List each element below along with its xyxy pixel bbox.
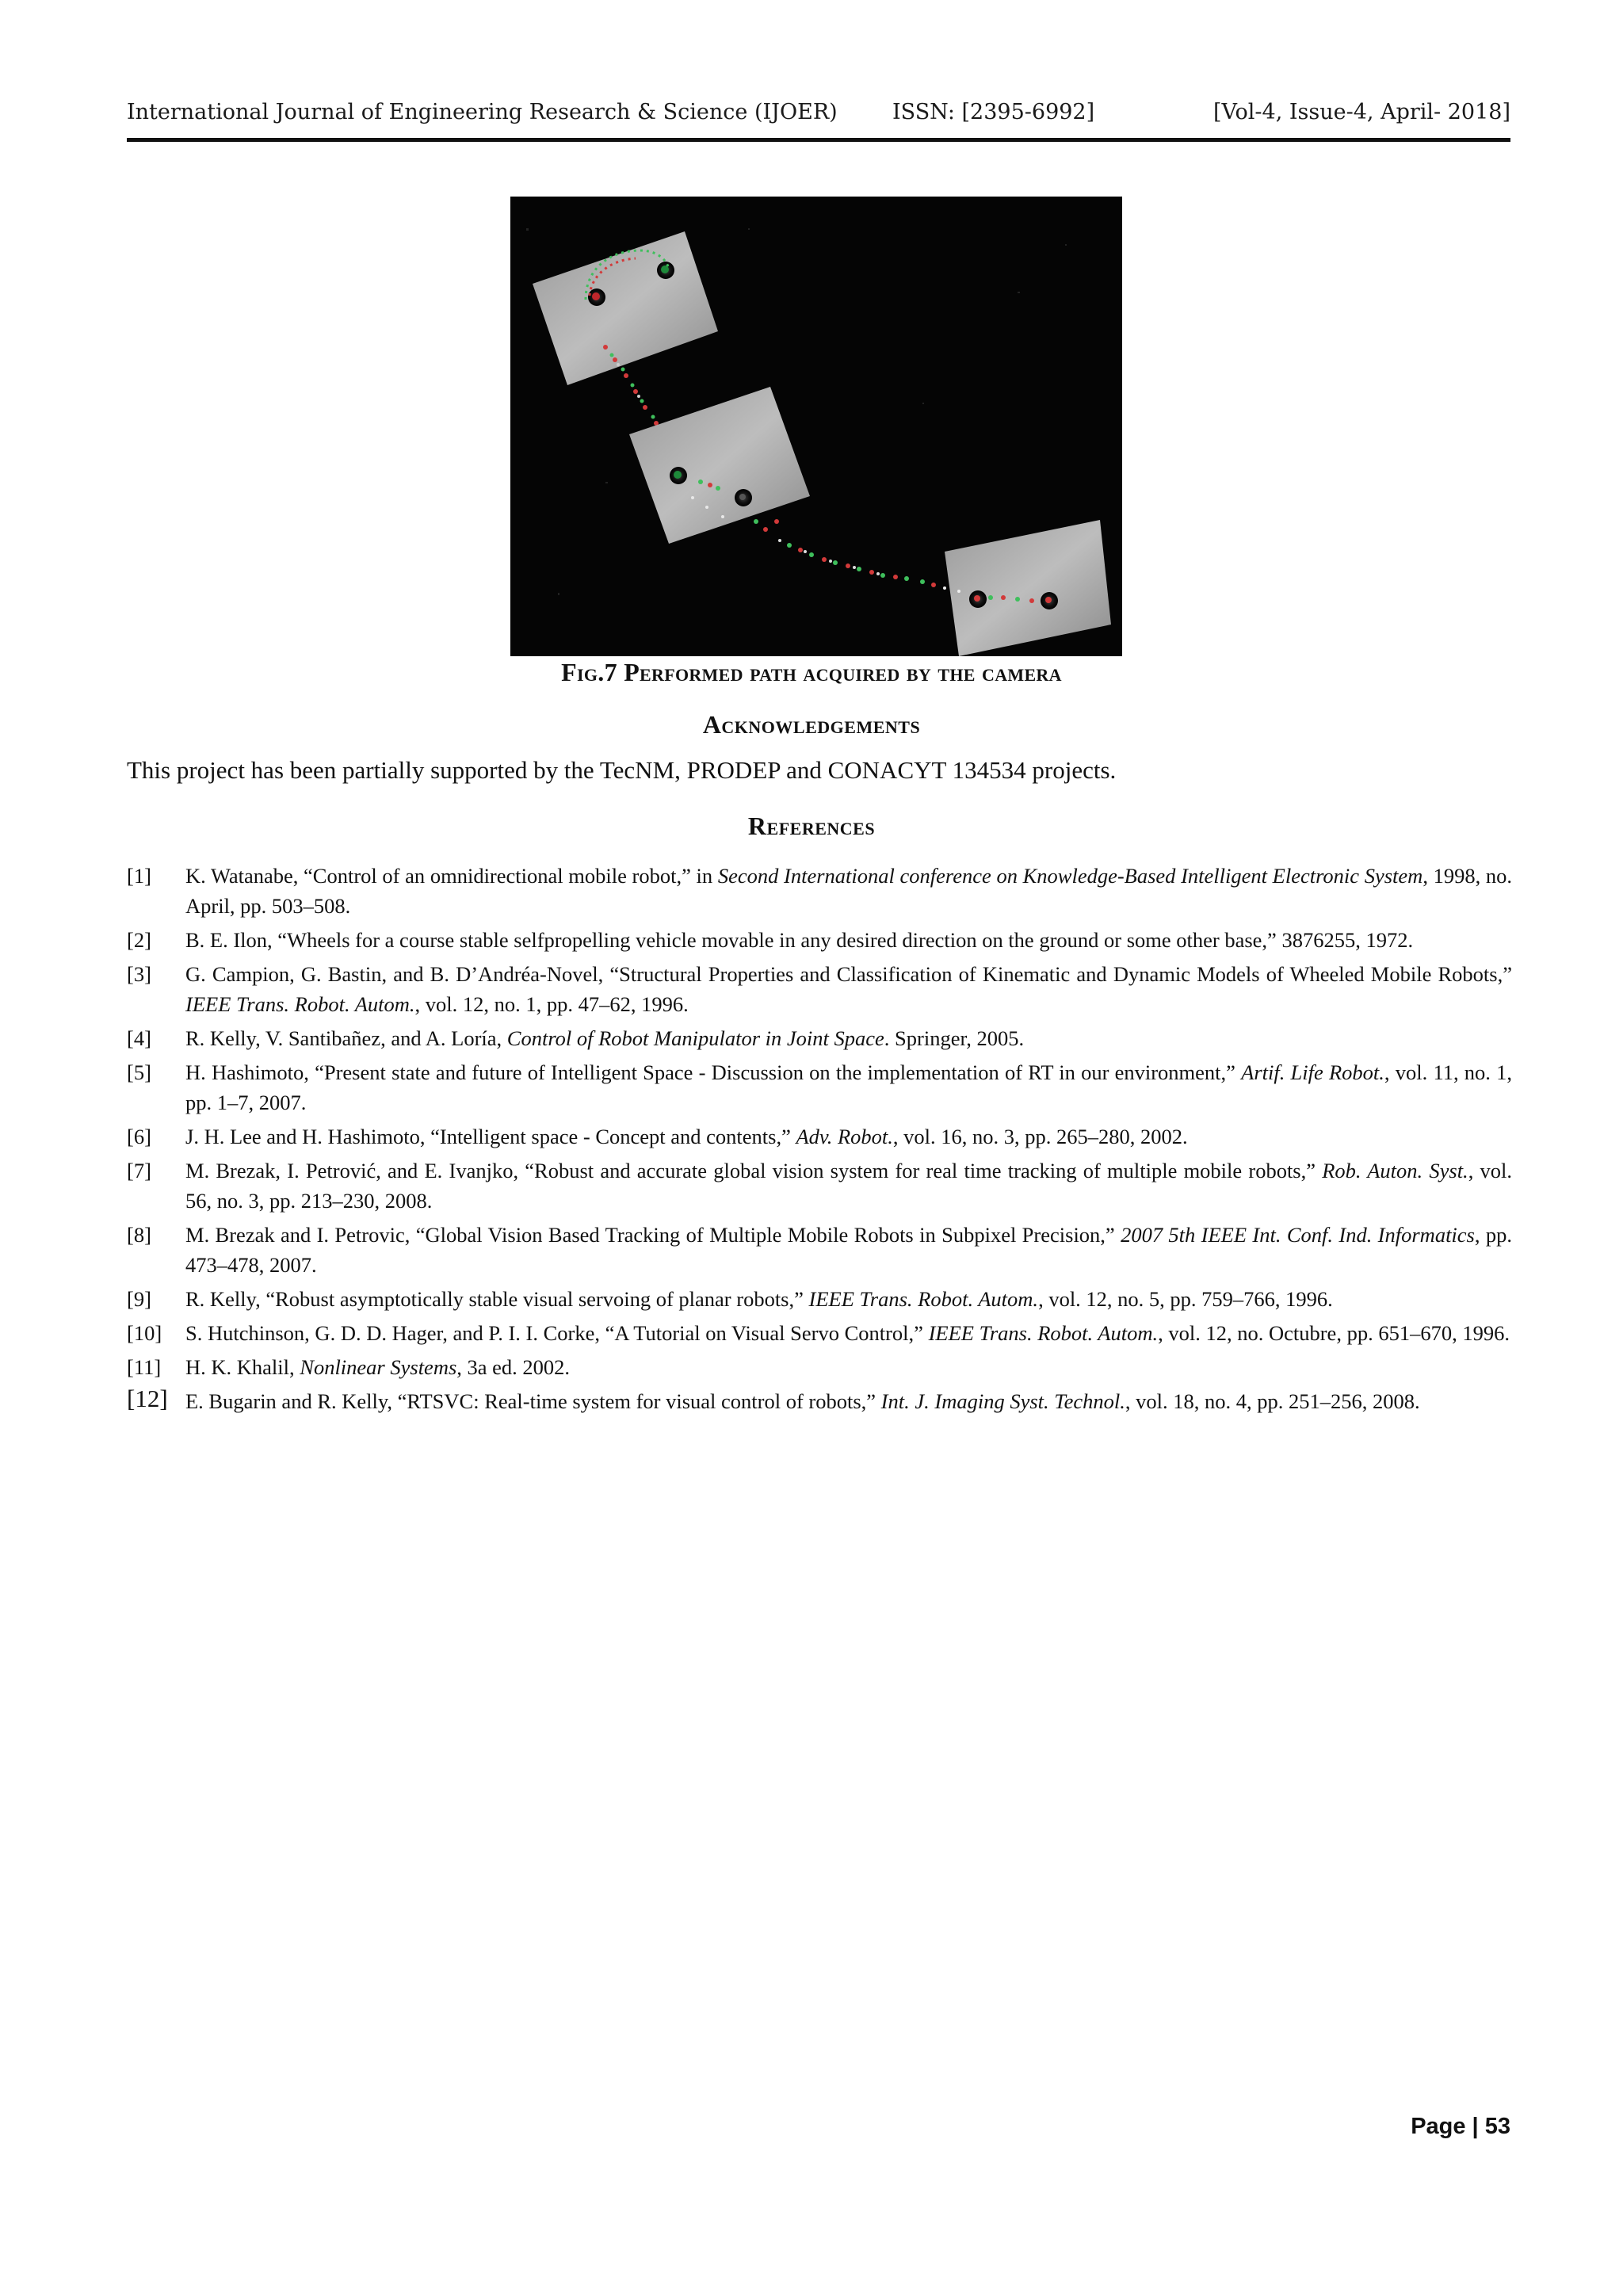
reference-number: [9]	[127, 1287, 151, 1311]
references-list	[127, 861, 1512, 1420]
reference-item	[127, 1156, 1512, 1216]
reference-details: . Springer, 2005.	[884, 1026, 1025, 1050]
camera-frame	[510, 197, 1122, 656]
issn: ISSN: [2395-6992]	[892, 100, 1095, 124]
header-rule	[127, 138, 1510, 142]
reference-source: Nonlinear Systems	[300, 1355, 457, 1379]
reference-item	[127, 1023, 1512, 1053]
figure-caption: Fig.7 Performed path acquired by the camera	[561, 658, 1062, 686]
reference-text: G. Campion, G. Bastin, and B. D’Andréa-Novel, “Structural Properties and Classification of Kinematic and Dynamic Models of Wheeled Mobile Robots,”	[185, 962, 1512, 986]
reference-details: , vol. 12, no. 5, pp. 759–766, 1996.	[1038, 1287, 1333, 1311]
reference-source: IEEE Trans. Robot. Autom.	[928, 1321, 1159, 1345]
reference-item	[127, 1284, 1512, 1314]
reference-text: R. Kelly, V. Santibañez, and A. Loría,	[185, 1026, 507, 1050]
reference-details: , vol. 11, no. 1, pp. 1–7, 2007.	[185, 1060, 1512, 1114]
reference-details: , vol. 18, no. 4, pp. 251–256, 2008.	[1125, 1389, 1420, 1413]
reference-number: [8]	[127, 1223, 151, 1247]
reference-item	[127, 861, 1512, 921]
reference-number: [7]	[127, 1159, 151, 1182]
reference-number: [10]	[127, 1321, 162, 1345]
page-number: Page | 53	[1411, 2114, 1510, 2139]
volume-issue: [Vol-4, Issue-4, April- 2018]	[1212, 100, 1510, 124]
reference-text: M. Brezak, I. Petrović, and E. Ivanjko, “Robust and accurate global vision system for real time tracking of multiple mobile robots,”	[185, 1159, 1323, 1182]
reference-number: [1]	[127, 864, 151, 888]
reference-text: M. Brezak and I. Petrovic, “Global Vision Based Tracking of Multiple Mobile Robots in Subpixel Precision,”	[185, 1223, 1121, 1247]
reference-text: H. Hashimoto, “Present state and future of Intelligent Space - Discussion on the implementation of RT in our environment,”	[185, 1060, 1242, 1084]
acknowledgements-text: This project has been partially supported by the TecNM, PRODEP and CONACYT 134534 projects.	[127, 756, 1117, 784]
reference-text: S. Hutchinson, G. D. D. Hager, and P. I. I. Corke, “A Tutorial on Visual Servo Control,”	[185, 1321, 929, 1345]
reference-item	[127, 1386, 1512, 1416]
reference-item	[127, 1121, 1512, 1152]
reference-item	[127, 1057, 1512, 1117]
reference-details: , vol. 12, no. 1, pp. 47–62, 1996.	[414, 992, 689, 1016]
reference-number: [4]	[127, 1026, 151, 1050]
reference-details: , 1998, no. April, pp. 503–508.	[185, 864, 1513, 918]
reference-text: J. H. Lee and H. Hashimoto, “Intelligent space - Concept and contents,”	[185, 1125, 796, 1148]
reference-source: Rob. Auton. Syst.	[1322, 1159, 1468, 1182]
reference-details: , vol. 16, no. 3, pp. 265–280, 2002.	[892, 1125, 1188, 1148]
reference-text: E. Bugarin and R. Kelly, “RTSVC: Real-time system for visual control of robots,”	[185, 1389, 881, 1413]
reference-source: Adv. Robot.	[796, 1125, 893, 1148]
reference-details: , vol. 12, no. Octubre, pp. 651–670, 1996.	[1158, 1321, 1510, 1345]
reference-item	[127, 1352, 1512, 1382]
reference-details: , 3a ed. 2002.	[456, 1355, 571, 1379]
reference-source: 2007 5th IEEE Int. Conf. Ind. Informatics	[1121, 1223, 1475, 1247]
reference-item	[127, 959, 1512, 1019]
reference-text: K. Watanabe, “Control of an omnidirectional mobile robot,” in	[185, 864, 718, 888]
reference-source: Control of Robot Manipulator in Joint Space	[506, 1026, 884, 1050]
reference-number: [2]	[127, 928, 151, 952]
figure-camera-image	[510, 197, 1122, 656]
reference-number: [6]	[127, 1125, 151, 1148]
reference-number: [11]	[127, 1355, 162, 1379]
reference-source: IEEE Trans. Robot. Autom.	[808, 1287, 1039, 1311]
acknowledgements-heading: Acknowledgements	[702, 710, 921, 739]
reference-number: [5]	[127, 1060, 151, 1084]
reference-text: H. K. Khalil,	[185, 1355, 300, 1379]
reference-number: [12]	[127, 1385, 168, 1412]
reference-number: [3]	[127, 962, 151, 986]
reference-details: , pp. 473–478, 2007.	[185, 1223, 1512, 1277]
reference-source: Second International conference on Knowledge-Based Intelligent Electronic System	[717, 864, 1423, 888]
reference-source: IEEE Trans. Robot. Autom.	[185, 992, 415, 1016]
running-header	[127, 100, 1510, 135]
reference-item	[127, 925, 1512, 955]
reference-item	[127, 1318, 1512, 1348]
reference-source: Int. J. Imaging Syst. Technol.	[880, 1389, 1125, 1413]
reference-text: R. Kelly, “Robust asymptotically stable visual servoing of planar robots,”	[185, 1287, 809, 1311]
reference-item	[127, 1220, 1512, 1280]
reference-text: B. E. Ilon, “Wheels for a course stable selfpropelling vehicle movable in any desired direction on the ground or some other base,” 3876255, 1972.	[185, 928, 1414, 952]
journal-title: International Journal of Engineering Research & Science (IJOER)	[127, 100, 838, 124]
references-heading: References	[747, 812, 876, 840]
reference-source: Artif. Life Robot.	[1241, 1060, 1384, 1084]
reference-details: , vol. 56, no. 3, pp. 213–230, 2008.	[185, 1159, 1512, 1213]
